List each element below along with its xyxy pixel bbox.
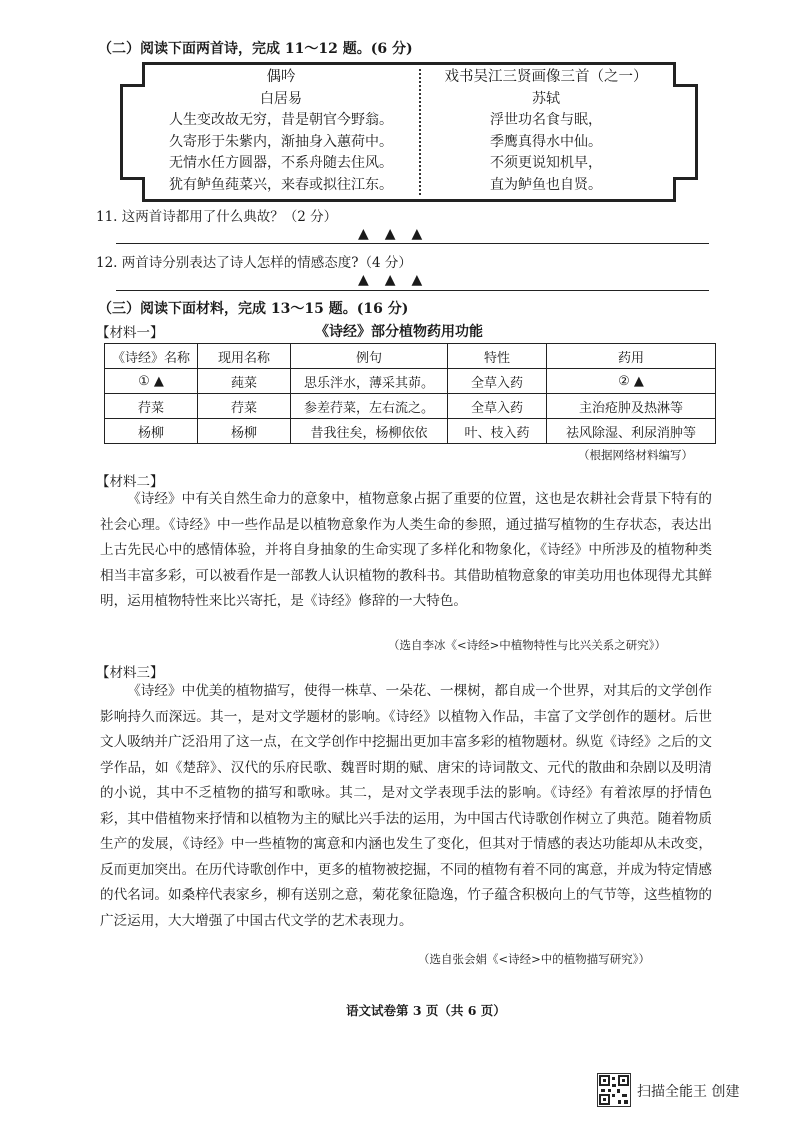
table-header: 《诗经》名称 <box>105 344 198 369</box>
frame-corner <box>120 177 145 202</box>
material-2-label: 【材料二】 <box>96 474 164 490</box>
table-cell: 杨柳 <box>198 419 291 444</box>
table-header: 药用 <box>547 344 716 369</box>
answer-line-12 <box>116 290 709 291</box>
material-3-source: （选自张会娟《<诗经>中的植物描写研究》） <box>418 952 651 966</box>
answer-marks-12: ▲▲▲ <box>358 272 439 288</box>
table-cell: 昔我往矣，杨柳依依 <box>291 419 448 444</box>
question-12: 12. 两首诗分别表达了诗人怎样的情感态度?（4 分） <box>96 255 412 271</box>
table-cell: ② ▲ <box>547 369 716 394</box>
scanner-watermark: 扫描全能王 创建 <box>637 1084 740 1100</box>
table-cell: 叶、枝入药 <box>448 419 547 444</box>
table-cell: ① ▲ <box>105 369 198 394</box>
table-row <box>105 394 716 419</box>
question-11: 11. 这两首诗都用了什么典故？（2 分） <box>96 209 338 225</box>
table-cell: 参差荇菜，左右流之。 <box>291 394 448 419</box>
poem-1-title: 偶吟 <box>266 69 296 85</box>
answer-line-11 <box>116 243 709 244</box>
poem-2-line: 直为鲈鱼也自贤。 <box>490 176 602 193</box>
table-cell: 全草入药 <box>448 369 547 394</box>
poem-1-line: 人生变改故无穷，昔是朝官今野翁。 <box>169 112 393 128</box>
poem-frame <box>120 62 698 202</box>
table-note: （根据网络材料编写） <box>578 448 693 462</box>
poem-2 <box>423 67 669 196</box>
frame-corner <box>673 62 698 87</box>
poem-2-line: 季鹰真得水中仙。 <box>490 133 602 150</box>
material-2-text: 《诗经》中有关自然生命力的意象中，植物意象占据了重要的位置，这也是农耕社会背景下特有的社会心理。《诗经》中一些作品是以植物意象作为人类生命的参照，通过描写植物的生存状态，表达出上古先民心中的感情体验，并将自身抽象的生命实现了多样化和物象化，《诗经》中所涉及的植物种类相当丰富多彩，可以被看作是一部教人认识植物的教科书。其借助植物意象的审美功用也体现得尤其鲜明，运用植物特性来比兴寄托，是《诗经》修辞的一大特色。 <box>100 491 712 609</box>
table-cell: 杨柳 <box>105 419 198 444</box>
poem-divider <box>419 69 421 195</box>
material-2-source: （选自李冰《<诗经>中植物特性与比兴关系之研究》） <box>388 638 667 652</box>
poem-2-line: 不须更说知机早， <box>490 155 602 171</box>
poem-1-line: 无情水任方圆器，不系舟随去住风。 <box>169 155 393 171</box>
table-cell: 全草入药 <box>448 394 547 419</box>
answer-marks-11: ▲▲▲ <box>358 226 439 242</box>
table-header-row <box>105 344 716 369</box>
section2-heading: （二）阅读下面两首诗，完成 11～12 题。(6 分) <box>98 41 413 57</box>
qr-code-icon <box>597 1073 631 1107</box>
table-title: 《诗经》部分植物药用功能 <box>315 324 483 340</box>
table-cell: 荇菜 <box>105 394 198 419</box>
table-header: 现用名称 <box>198 344 291 369</box>
section3-heading: （三）阅读下面材料，完成 13～15 题。(16 分) <box>98 301 409 317</box>
poem-2-line: 浮世功名食与眠， <box>490 112 602 128</box>
herb-table <box>104 343 716 444</box>
material-3-text: 《诗经》中优美的植物描写，使得一株草、一朵花、一棵树，都自成一个世界，对其后的文学创作影响持久而深远。其一，是对文学题材的影响。《诗经》以植物入作品，丰富了文学创作的题材。后世文人吸纳并广泛沿用了这一点，在文学创作中挖掘出更加丰富多彩的植物题材。纵览《诗经》之后的文学作品，如《楚辞》、汉代的乐府民歌、魏晋时期的赋、唐宋的诗词散文、元代的散曲和杂剧以及明清的小说，其中不乏植物的描写和歌咏。其二，是对文学表现手法的影响。《诗经》有着浓厚的抒情色彩，其中借植物来抒情和以植物为主的赋比兴手法的运用，为中国古代诗歌创作树立了典范。随着物质生产的发展，《诗经》中一些植物的寓意和内涵也发生了变化，但其对于情感的表达功能却从未改变，反而更加突出。在历代诗歌创作中，更多的植物被挖掘，不同的植物有着不同的寓意，并成为特定情感的代名词。如桑梓代表家乡，柳有送别之意，菊花象征隐逸，竹子蕴含积极向上的气节等，这些植物的广泛运用，大大增强了中国古代文学的艺术表现力。 <box>100 683 712 929</box>
material-3-label: 【材料三】 <box>96 665 164 681</box>
poem-1-author: 白居易 <box>260 90 302 107</box>
table-cell: 荇菜 <box>198 394 291 419</box>
poem-1-line: 犹有鲈鱼莼菜兴，来春或拟往江东。 <box>169 176 393 193</box>
table-cell: 思乐泮水，薄采其茆。 <box>291 369 448 394</box>
material-1-label: 【材料一】 <box>96 325 164 341</box>
poem-2-title: 戏书吴江三贤画像三首（之一） <box>444 69 648 85</box>
table-header: 例句 <box>291 344 448 369</box>
page-footer: 语文试卷第 3 页（共 6 页） <box>346 1003 506 1018</box>
table-cell: 祛风除湿、利尿消肿等 <box>547 419 716 444</box>
table-row <box>105 419 716 444</box>
poem-1 <box>143 67 419 196</box>
table-row <box>105 369 716 394</box>
frame-corner <box>120 62 145 87</box>
frame-corner <box>673 177 698 202</box>
table-header: 特性 <box>448 344 547 369</box>
poem-1-line: 久寄形于朱紫内，渐抽身入蕙荷中。 <box>169 133 393 150</box>
table-cell: 主治疮肿及热淋等 <box>547 394 716 419</box>
poem-2-author: 苏轼 <box>532 90 560 107</box>
table-cell: 莼菜 <box>198 369 291 394</box>
